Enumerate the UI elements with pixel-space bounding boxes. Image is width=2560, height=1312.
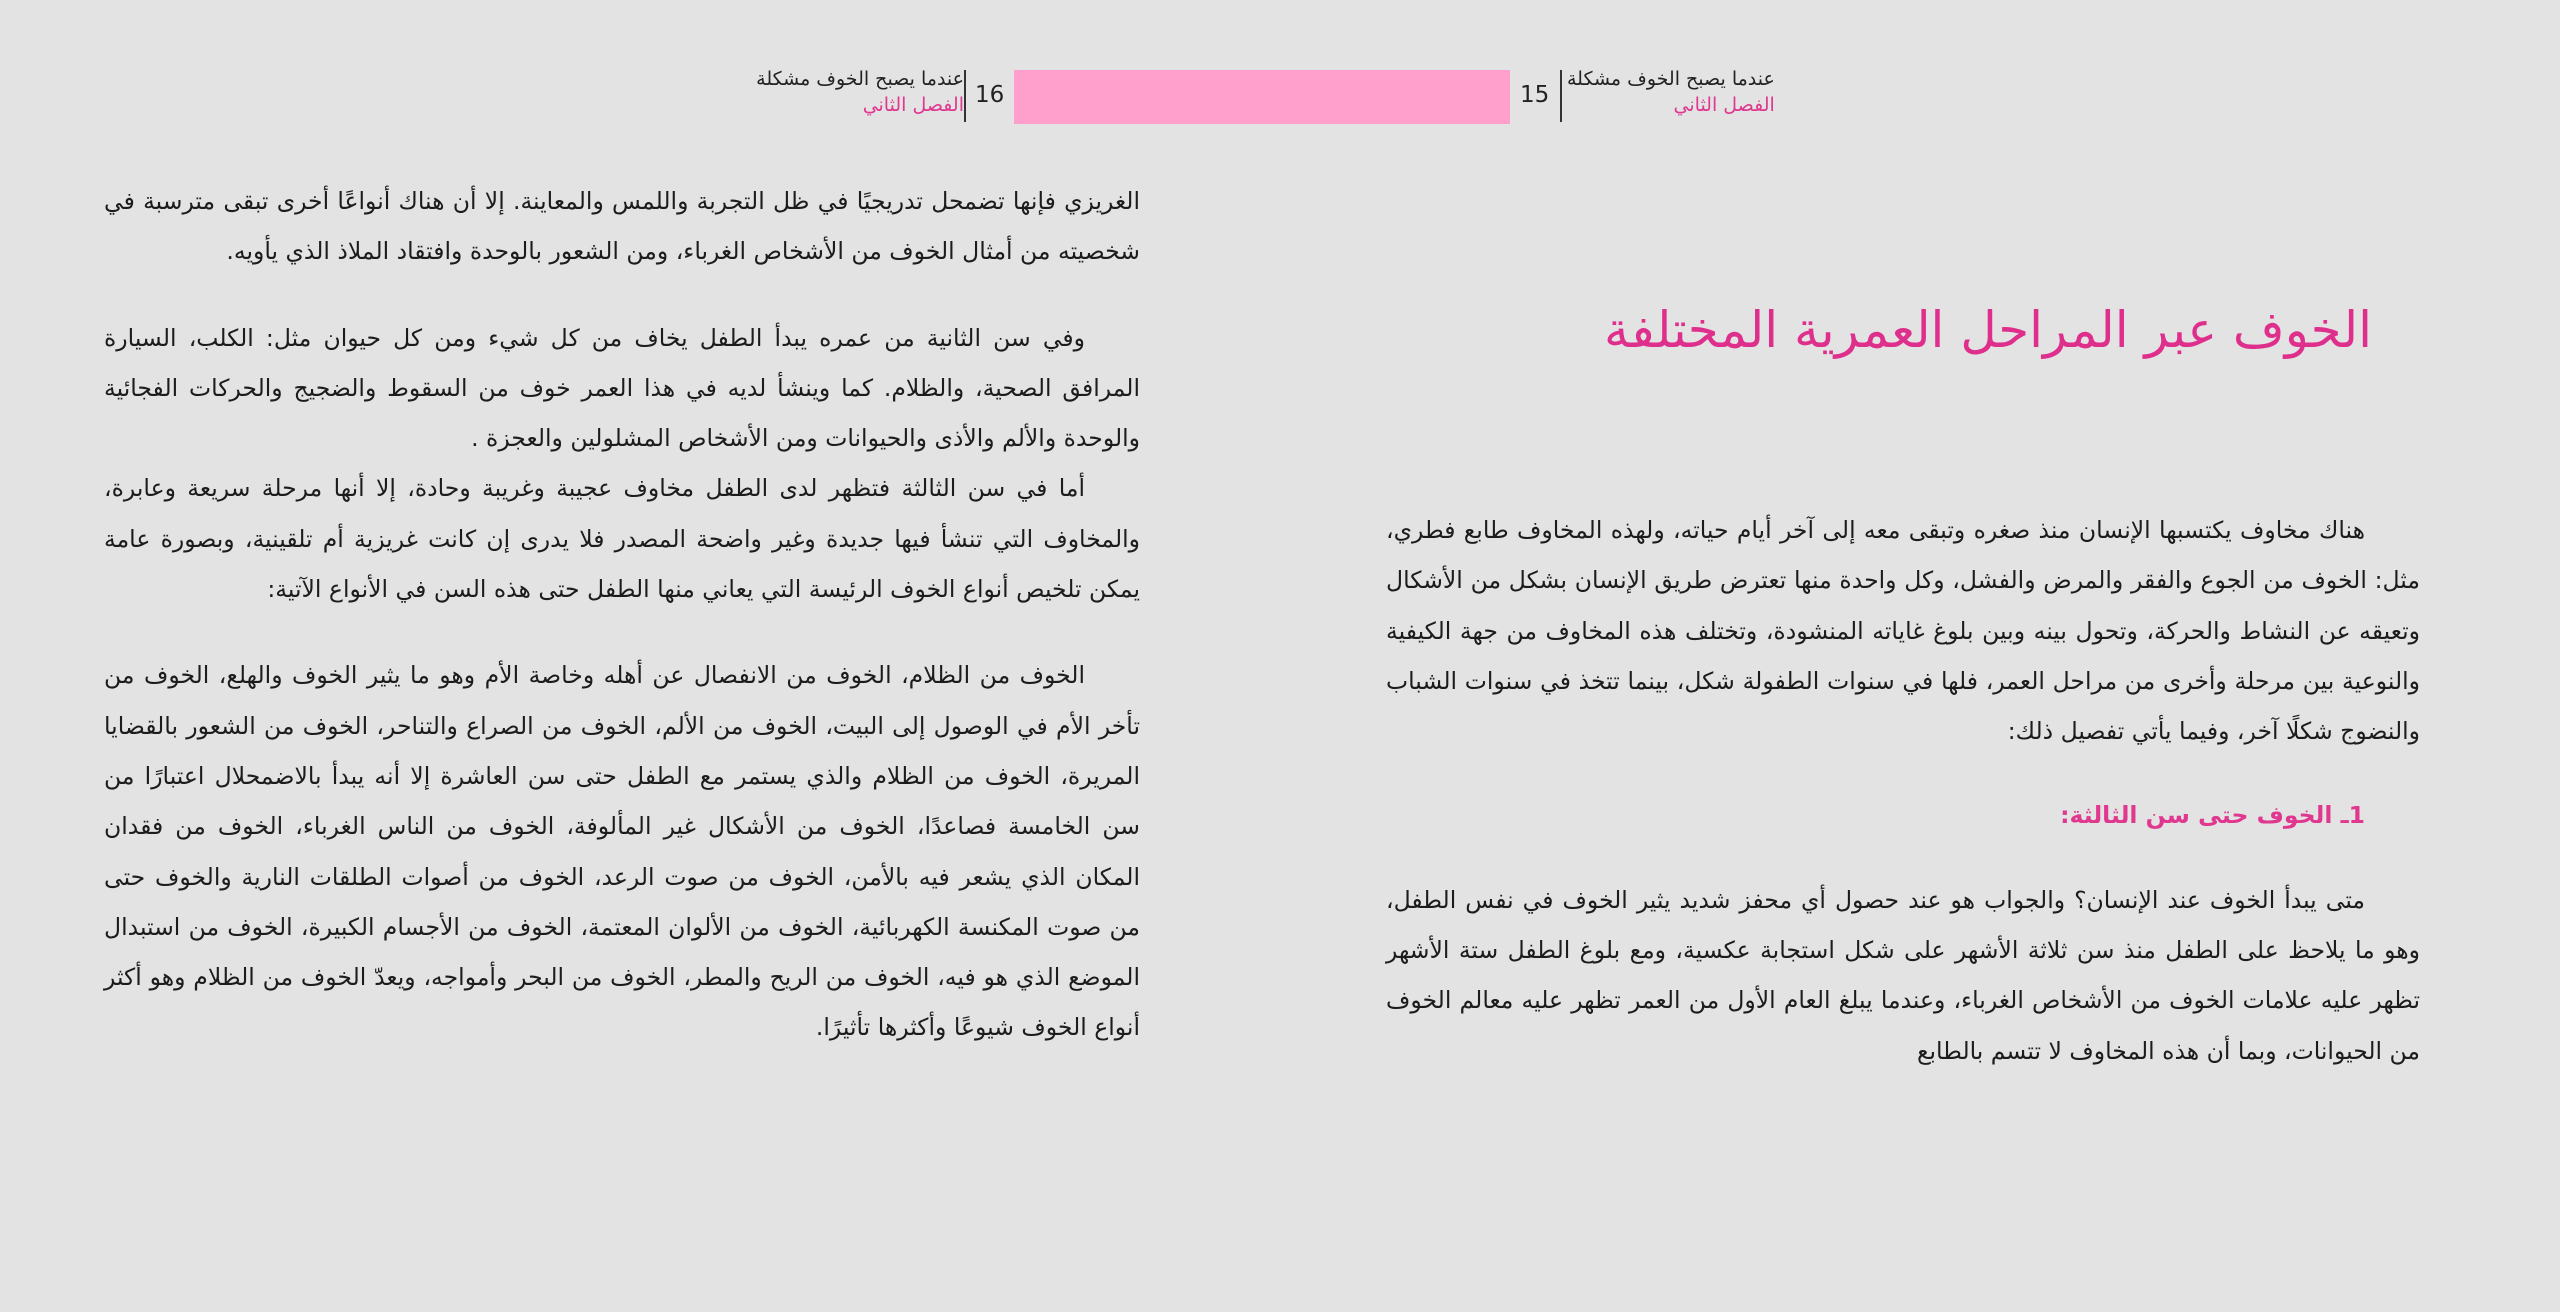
left-paragraph-3: أما في سن الثالثة فتظهر لدى الطفل مخاوف عجيبة وغريبة وحادة، إلا أنها مرحلة سريعة وعابرة، والمخاوف التي تنشأ فيها جديدة وغير واضحة المصدر فلا يدرى إن كانت غريزية أم تلقينية، وبصورة عامة يمكن تلخيص أنواع الخوف الرئيسة التي يعاني منها الطفل حتى هذه السن في الأنواع الآتية: bbox=[104, 474, 1140, 604]
left-running-header bbox=[700, 66, 1010, 126]
left-paragraph-2: وفي سن الثانية من عمره يبدأ الطفل يخاف من كل شيء ومن كل حيوان مثل: الكلب، السيارة المرافق الصحية، والظلام. كما وينشأ لديه في هذا العمر خوف من السقوط والضجيج والحركات الفجائية والوحدة والألم والأذى والحيوانات ومن الأشخاص المشلولين والعجزة . bbox=[104, 323, 1140, 453]
right-page-body bbox=[1386, 505, 2420, 1076]
right-page-number: 15 bbox=[1520, 82, 1550, 108]
right-header-book-title: عندما يصبح الخوف مشكلة bbox=[1567, 68, 1775, 90]
right-header-chapter: الفصل الثاني bbox=[1673, 94, 1775, 116]
left-page-body bbox=[104, 176, 1140, 1053]
section-body-paragraph: متى يبدأ الخوف عند الإنسان؟ والجواب هو عند حصول أي محفز شديد يثير الخوف في نفس الطفل، وهو ما يلاحظ على الطفل منذ سن ثلاثة الأشهر على شكل استجابة عكسية، ومع بلوغ الطفل ستة الأشهر تظهر عليه علامات الخوف من الأشخاص الغرباء، وعندما يبلغ العام الأول من العمر تظهر عليه معالم الخوف من الحيوانات، وبما أن هذه المخاوف لا تتسم بالطابع bbox=[1386, 885, 2420, 1065]
left-header-divider bbox=[964, 70, 966, 122]
right-intro-paragraph: هناك مخاوف يكتسبها الإنسان منذ صغره وتبقى معه إلى آخر أيام حياته، ولهذه المخاوف طابع فطري، مثل: الخوف من الجوع والفقر والمرض والفشل، وكل واحدة منها تعترض طريق الإنسان بشكل من الأشكال وتعيقه عن النشاط والحركة، وتحول بينه وبين بلوغ غاياته المنشودة، وتختلف هذه المخاوف من جهة الكيفية والنوعية بين مرحلة وأخرى من مراحل العمر، فلها في سنوات الطفولة شكل، بينما تتخذ في سنوات الشباب والنضوج شكلًا آخر، وفيما يأتي تفصيل ذلك: bbox=[1386, 516, 2420, 746]
left-page-number: 16 bbox=[975, 82, 1005, 108]
left-header-book-title: عندما يصبح الخوف مشكلة bbox=[756, 68, 964, 90]
right-running-header bbox=[1515, 66, 1815, 126]
left-paragraph-4: الخوف من الظلام، الخوف من الانفصال عن أهله وخاصة الأم وهو ما يثير الخوف والهلع، الخوف من تأخر الأم في الوصول إلى البيت، الخوف من الألم، الخوف من الصراع والتناحر، الخوف من الشعور بالقضايا المريرة، الخوف من الظلام والذي يستمر مع الطفل حتى سن العاشرة إلا أنه يبدأ بالاضمحلال اعتبارًا من سن الخامسة فصاعدًا، الخوف من الأشكال غير المألوفة، الخوف من الناس الغرباء، الخوف من فقدان المكان الذي يشعر فيه بالأمن، الخوف من صوت الرعد، الخوف من أصوات الطلقات النارية والخوف حتى من صوت المكنسة الكهربائية، الخوف من الألوان المعتمة، الخوف من الأجسام الكبيرة، الخوف من استبدال الموضع الذي هو فيه، الخوف من الريح والمطر، الخوف من البحر وأمواجه، ويعدّ الخوف من الظلام وهو أكثر أنواع الخوف شيوعًا وأكثرها تأثيرًا. bbox=[104, 661, 1140, 1042]
section-heading: 1ـ الخوف حتى سن الثالثة: bbox=[2060, 801, 2365, 830]
header-decorative-bar bbox=[1014, 70, 1510, 124]
left-header-chapter: الفصل الثاني bbox=[862, 94, 964, 116]
right-header-text bbox=[1567, 66, 1775, 118]
right-header-divider bbox=[1560, 70, 1562, 122]
left-paragraph-1: الغريزي فإنها تضمحل تدريجيًا في ظل التجربة واللمس والمعاينة. إلا أن هناك أنواعًا أخرى تبقى مترسبة في شخصيته من أمثال الخوف من الأشخاص الغرباء، ومن الشعور بالوحدة وافتقاد الملاذ الذي يأويه. bbox=[104, 187, 1140, 266]
left-header-text bbox=[756, 66, 964, 118]
chapter-section-title: الخوف عبر المراحل العمرية المختلفة bbox=[1604, 301, 2372, 359]
